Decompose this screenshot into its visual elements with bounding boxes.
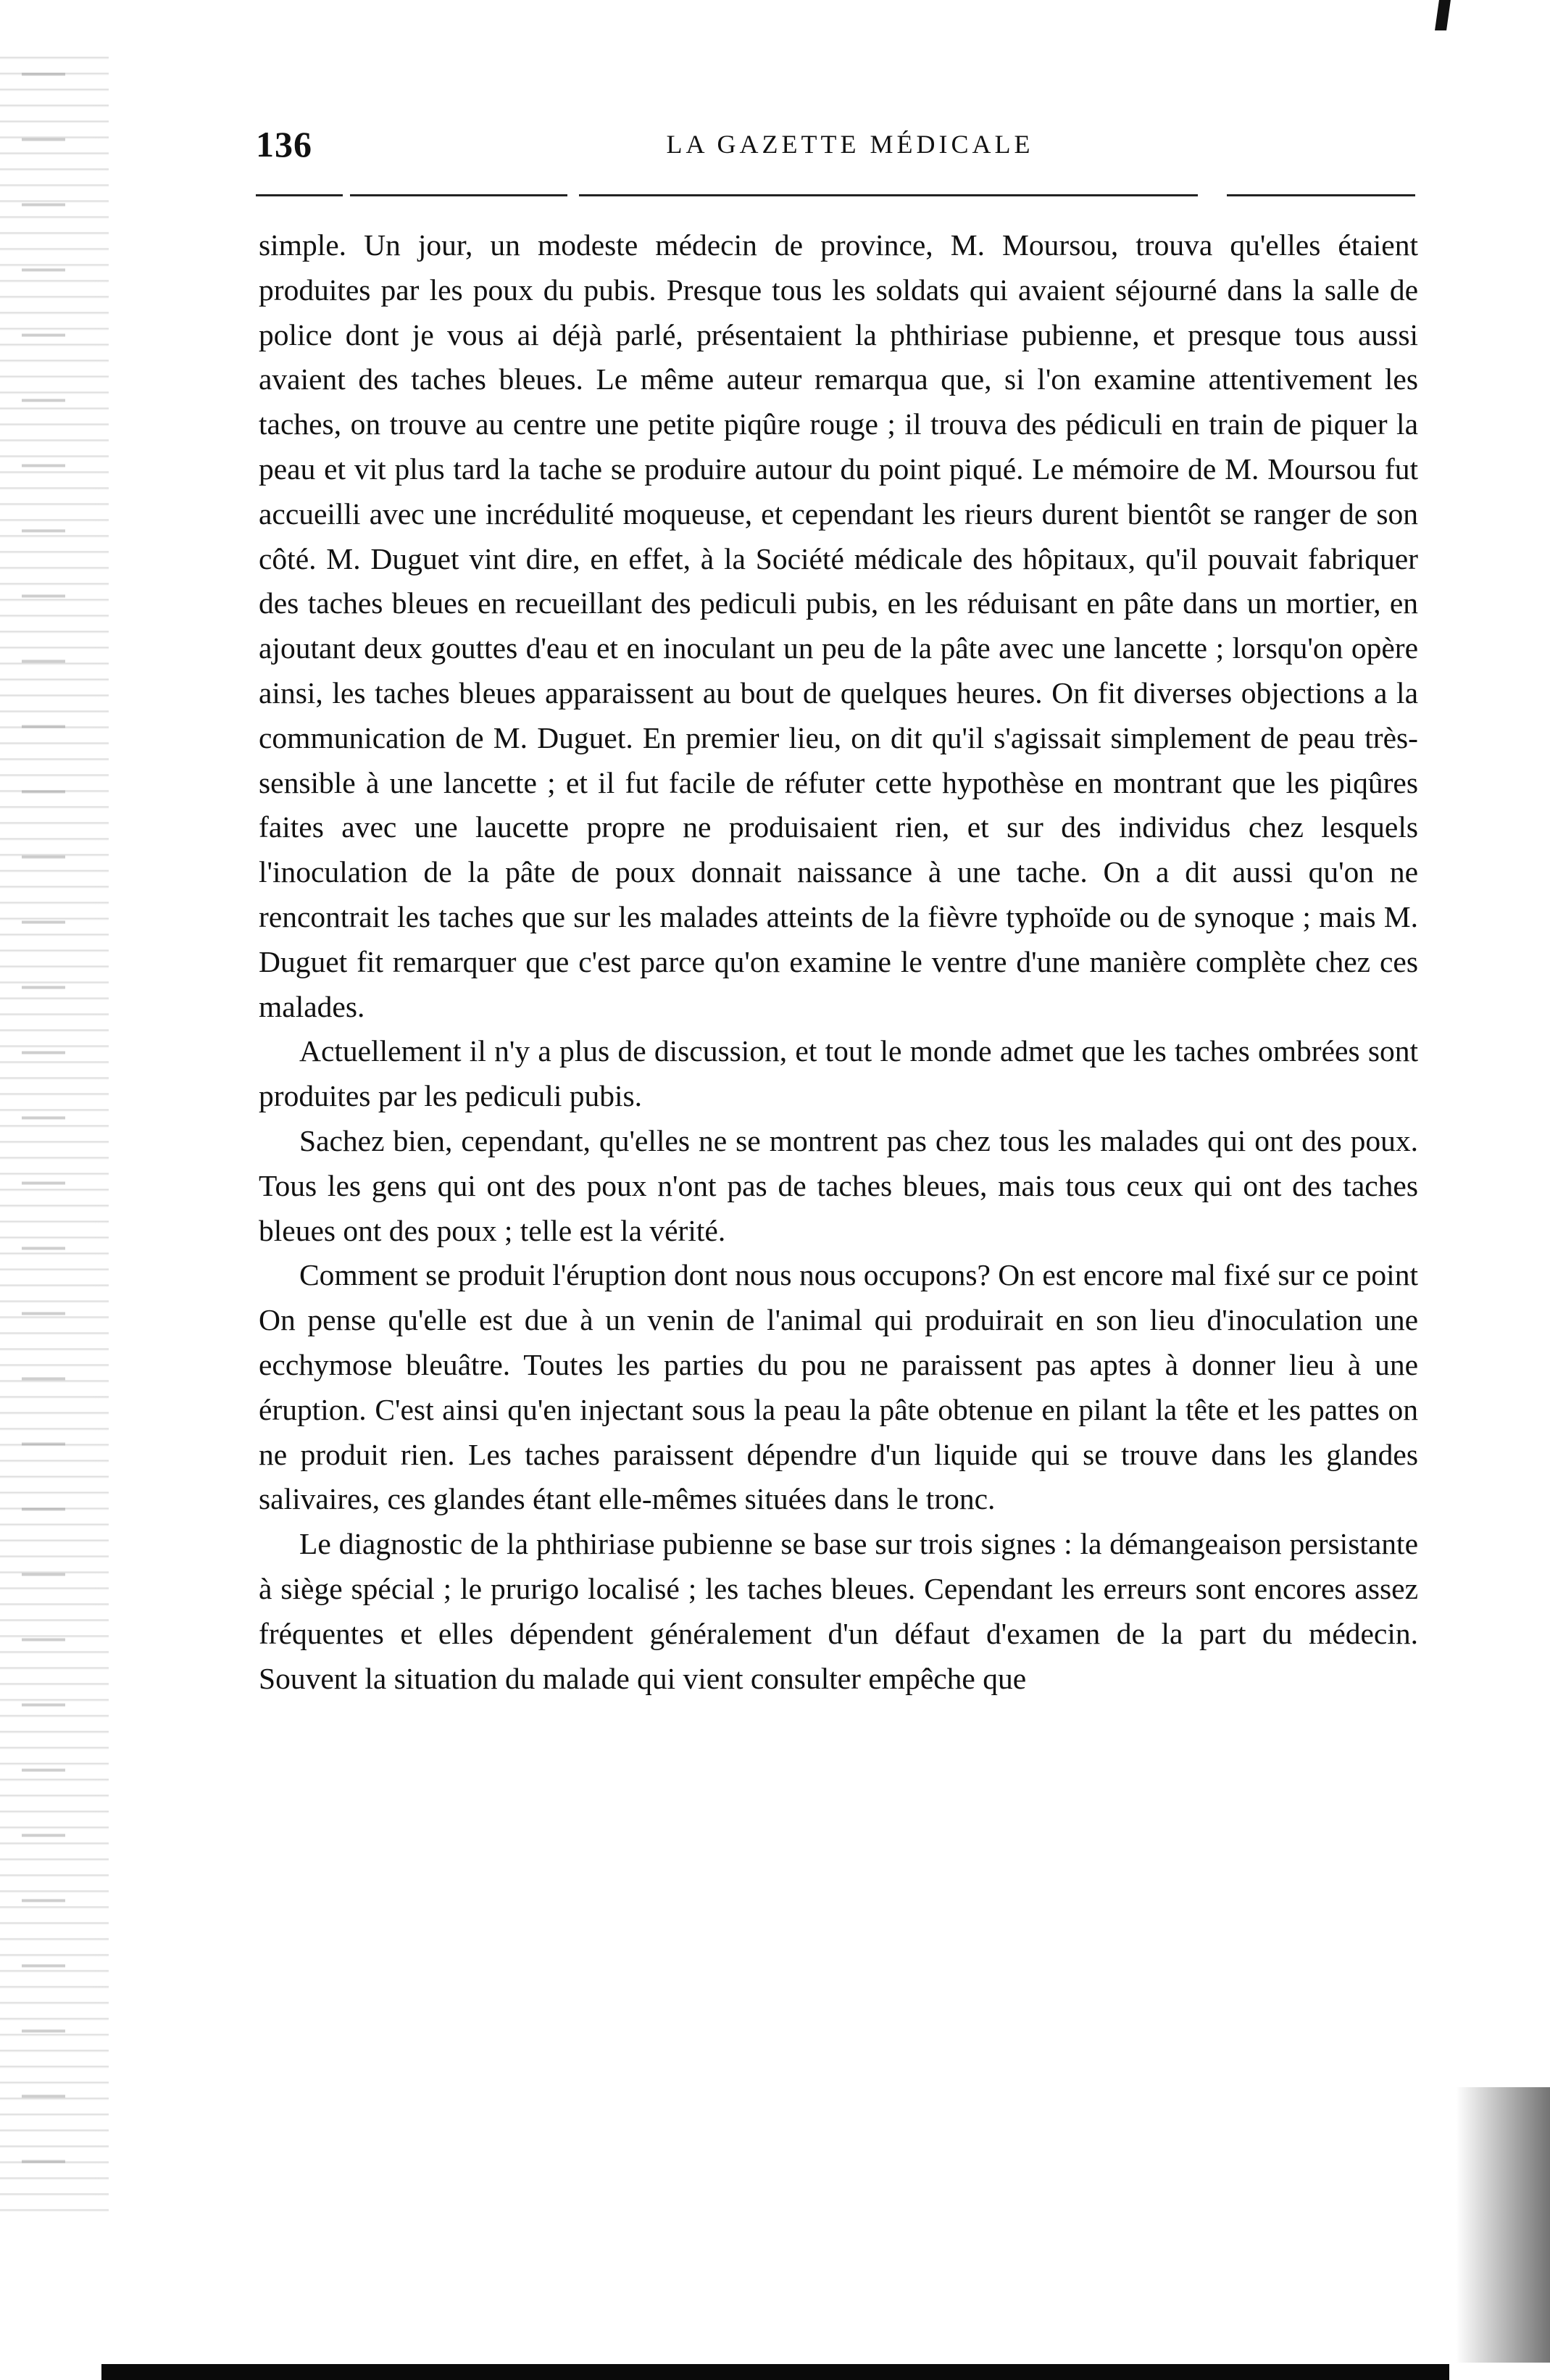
body-text <box>259 223 1418 1701</box>
page-header <box>256 116 1415 167</box>
page-number: 136 <box>256 124 312 165</box>
paragraph: Actuellement il n'y a plus de discussion, et tout le monde admet que les taches ombrées sont produites par les pediculi pubis. <box>259 1034 1418 1113</box>
paragraph: Le diagnostic de la phthiriase pubienne se base sur trois signes : la démangeaison persistante à siège spécial ; le prurigo localisé ; les taches bleues. Cependant les erreurs sont encores assez fréquentes et elles dépendent généralement d'un défaut d'examen de la part du médecin. Souvent la situation du malade qui vient consulter empêche que <box>259 1527 1418 1695</box>
paragraph: Sachez bien, cependant, qu'elles ne se montrent pas chez tous les malades qui ont des poux. Tous les gens qui ont des poux n'ont pas de taches bleues, mais tous ceux qui ont des taches bleues ont des poux ; telle est la vérité. <box>259 1123 1418 1247</box>
scan-binding-edge <box>0 43 109 2218</box>
scan-artifact-mark <box>1435 0 1451 30</box>
header-rule <box>256 194 1415 196</box>
running-title: LA GAZETTE MÉDICALE <box>666 130 1034 159</box>
scan-bottom-edge <box>101 2364 1449 2380</box>
paragraph: simple. Un jour, un modeste médecin de province, M. Moursou, trouva qu'elles étaient produites par les poux du pubis. Presque tous les soldats qui avaient séjourné dans la salle de police dont je vous ai déjà parlé, présentaient la phthiriase pubienne, et presque tous aussi avaient des taches bleues. Le même auteur remarqua que, si l'on examine attentivement les taches, on trouve au centre une petite piqûre rouge ; il trouva des pédiculi en train de piquer la peau et vit plus tard la tache se produire autour du point piqué. Le mémoire de M. Moursou fut accueilli avec une incrédulité moqueuse, et cependant les rieurs durent bientôt se ranger de son côté. M. Duguet vint dire, en effet, à la Société médicale des hôpitaux, qu'il pouvait fabriquer des taches bleues en recueillant des pediculi pubis, en les réduisant en pâte dans un mortier, en ajoutant deux gouttes d'eau et en inoculant un peu de la pâte avec une lancette ; lorsqu'on opère ainsi, les taches bleues apparaissent au bout de quelques heures. On fit diverses objections a la communication de M. Duguet. En premier lieu, on dit qu'il s'agissait simplement de peau très-sensible à une lancette ; et il fut facile de réfuter cette hypothèse en montrant que les piqûres faites avec une laucette propre ne produisaient rien, et sur des individus chez lesquels l'inoculation de la pâte de poux donnait naissance à une tache. On a dit aussi qu'on ne rencontrait les taches que sur les malades atteints de la fièvre typhoïde ou de synoque ; mais M. Duguet fit remarquer que c'est parce qu'on examine le ventre d'une manière complète chez ces malades. <box>259 228 1418 1023</box>
paragraph: Comment se produit l'éruption dont nous nous occupons? On est encore mal fixé sur ce point On pense qu'elle est due à un venin de l'animal qui produirait en son lieu d'inoculation une ecchymose bleuâtre. Toutes les parties du pou ne paraissent pas aptes à donner lieu à une éruption. C'est ainsi qu'en injectant sous la peau la pâte obtenue en pilant la tête et les pattes on ne produit rien. Les taches paraissent dépendre d'un liquide qui se trouve dans les glandes salivaires, ces glandes étant elle-mêmes situées dans le tronc. <box>259 1258 1418 1516</box>
scan-page-shadow <box>1456 2087 1550 2363</box>
